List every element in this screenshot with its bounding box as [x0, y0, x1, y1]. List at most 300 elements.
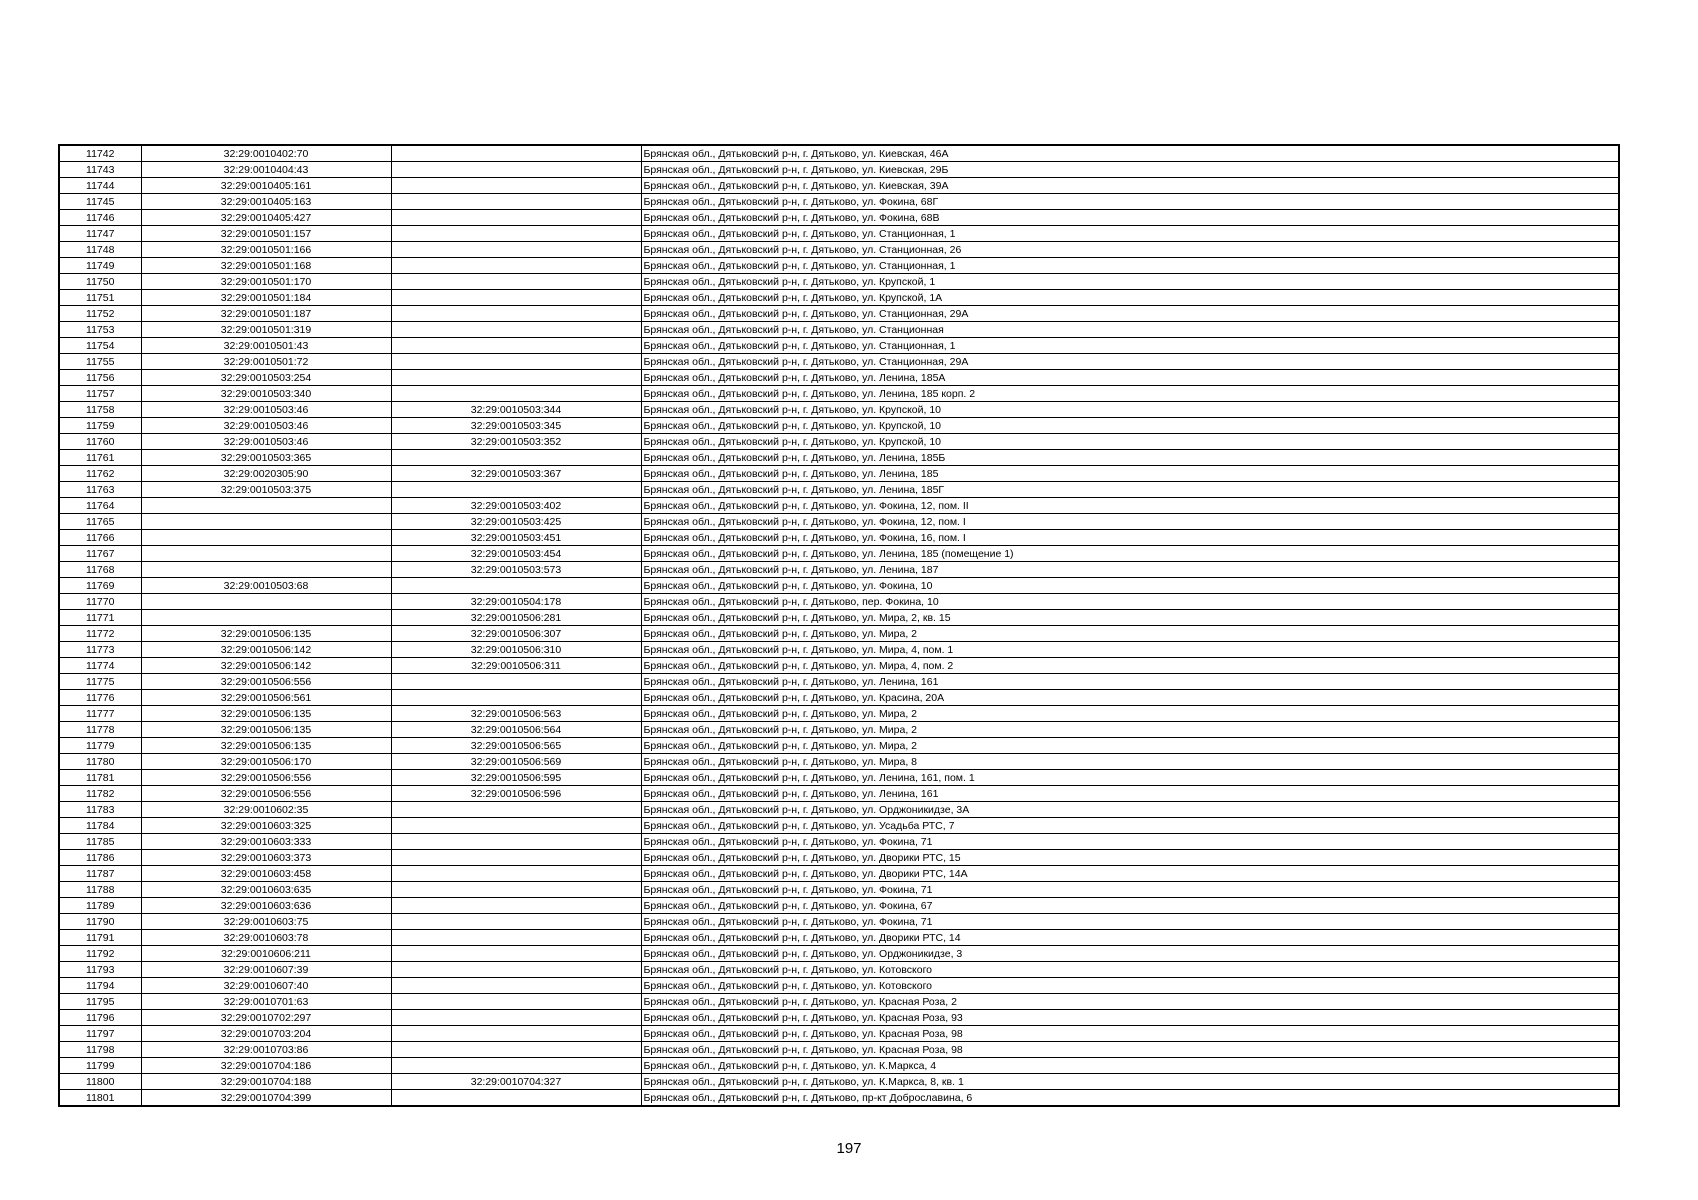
- related-cadastral-number-cell: [391, 1026, 641, 1042]
- address-cell: Брянская обл., Дятьковский р-н, г. Дятьково, ул. Орджоникидзе, 3: [641, 946, 1619, 962]
- table-row: [59, 882, 1619, 898]
- table-row: [59, 642, 1619, 658]
- cadastral-number-cell: 32:29:0010704:188: [141, 1074, 391, 1090]
- row-number-cell: 11767: [59, 546, 141, 562]
- address-cell: Брянская обл., Дятьковский р-н, г. Дятьково, ул. Мира, 2, кв. 15: [641, 610, 1619, 626]
- address-cell: Брянская обл., Дятьковский р-н, г. Дятьково, ул. Красина, 20А: [641, 690, 1619, 706]
- cadastral-number-cell: 32:29:0020305:90: [141, 466, 391, 482]
- table-row: [59, 1074, 1619, 1090]
- address-cell: Брянская обл., Дятьковский р-н, г. Дятьково, ул. Котовского: [641, 978, 1619, 994]
- related-cadastral-number-cell: [391, 1010, 641, 1026]
- table-row: [59, 578, 1619, 594]
- related-cadastral-number-cell: 32:29:0010506:565: [391, 738, 641, 754]
- table-row: [59, 770, 1619, 786]
- related-cadastral-number-cell: 32:29:0010506:595: [391, 770, 641, 786]
- row-number-cell: 11797: [59, 1026, 141, 1042]
- table-row: [59, 242, 1619, 258]
- table-row: [59, 402, 1619, 418]
- cadastral-number-cell: 32:29:0010503:68: [141, 578, 391, 594]
- row-number-cell: 11744: [59, 178, 141, 194]
- cadastral-number-cell: 32:29:0010603:373: [141, 850, 391, 866]
- table-row: [59, 450, 1619, 466]
- row-number-cell: 11798: [59, 1042, 141, 1058]
- cadastral-number-cell: 32:29:0010503:254: [141, 370, 391, 386]
- row-number-cell: 11757: [59, 386, 141, 402]
- address-cell: Брянская обл., Дятьковский р-н, г. Дятьково, ул. Станционная, 29А: [641, 306, 1619, 322]
- row-number-cell: 11789: [59, 898, 141, 914]
- address-cell: Брянская обл., Дятьковский р-н, г. Дятьково, ул. Киевская, 39А: [641, 178, 1619, 194]
- table-row: [59, 1058, 1619, 1074]
- row-number-cell: 11782: [59, 786, 141, 802]
- cadastral-number-cell: 32:29:0010603:333: [141, 834, 391, 850]
- cadastral-number-cell: 32:29:0010501:166: [141, 242, 391, 258]
- cadastral-number-cell: 32:29:0010603:458: [141, 866, 391, 882]
- row-number-cell: 11751: [59, 290, 141, 306]
- cadastral-number-cell: 32:29:0010503:365: [141, 450, 391, 466]
- cadastral-number-cell: 32:29:0010603:78: [141, 930, 391, 946]
- row-number-cell: 11790: [59, 914, 141, 930]
- related-cadastral-number-cell: 32:29:0010503:344: [391, 402, 641, 418]
- row-number-cell: 11773: [59, 642, 141, 658]
- address-cell: Брянская обл., Дятьковский р-н, г. Дятьково, ул. Мира, 4, пом. 2: [641, 658, 1619, 674]
- table-row: [59, 290, 1619, 306]
- related-cadastral-number-cell: 32:29:0010506:307: [391, 626, 641, 642]
- cadastral-number-cell: 32:29:0010603:636: [141, 898, 391, 914]
- table-row: [59, 162, 1619, 178]
- table-row: [59, 1026, 1619, 1042]
- related-cadastral-number-cell: [391, 145, 641, 162]
- cadastral-number-cell: 32:29:0010506:142: [141, 642, 391, 658]
- row-number-cell: 11756: [59, 370, 141, 386]
- cadastral-number-cell: 32:29:0010701:63: [141, 994, 391, 1010]
- related-cadastral-number-cell: [391, 306, 641, 322]
- row-number-cell: 11754: [59, 338, 141, 354]
- cadastral-number-cell: 32:29:0010405:427: [141, 210, 391, 226]
- cadastral-number-cell: 32:29:0010501:187: [141, 306, 391, 322]
- address-cell: Брянская обл., Дятьковский р-н, г. Дятьково, ул. Киевская, 46А: [641, 145, 1619, 162]
- cadastral-number-cell: 32:29:0010506:135: [141, 738, 391, 754]
- address-cell: Брянская обл., Дятьковский р-н, г. Дятьково, ул. Крупской, 10: [641, 402, 1619, 418]
- row-number-cell: 11777: [59, 706, 141, 722]
- table-row: [59, 722, 1619, 738]
- cadastral-number-cell: [141, 594, 391, 610]
- cadastral-number-cell: [141, 562, 391, 578]
- cadastral-number-cell: 32:29:0010404:43: [141, 162, 391, 178]
- cadastral-number-cell: 32:29:0010606:211: [141, 946, 391, 962]
- related-cadastral-number-cell: 32:29:0010503:402: [391, 498, 641, 514]
- table-row: [59, 610, 1619, 626]
- address-cell: Брянская обл., Дятьковский р-н, г. Дятьково, ул. Мира, 2: [641, 722, 1619, 738]
- row-number-cell: 11800: [59, 1074, 141, 1090]
- row-number-cell: 11743: [59, 162, 141, 178]
- address-cell: Брянская обл., Дятьковский р-н, г. Дятьково, ул. Фокина, 71: [641, 882, 1619, 898]
- table-row: [59, 226, 1619, 242]
- cadastral-number-cell: 32:29:0010602:35: [141, 802, 391, 818]
- table-row: [59, 738, 1619, 754]
- row-number-cell: 11772: [59, 626, 141, 642]
- cadastral-number-cell: 32:29:0010506:556: [141, 674, 391, 690]
- row-number-cell: 11796: [59, 1010, 141, 1026]
- row-number-cell: 11747: [59, 226, 141, 242]
- cadastral-number-cell: 32:29:0010501:319: [141, 322, 391, 338]
- cadastral-number-cell: 32:29:0010603:75: [141, 914, 391, 930]
- table-row: [59, 418, 1619, 434]
- row-number-cell: 11801: [59, 1090, 141, 1107]
- related-cadastral-number-cell: [391, 930, 641, 946]
- row-number-cell: 11766: [59, 530, 141, 546]
- row-number-cell: 11794: [59, 978, 141, 994]
- table-row: [59, 482, 1619, 498]
- table-row: [59, 914, 1619, 930]
- row-number-cell: 11748: [59, 242, 141, 258]
- related-cadastral-number-cell: [391, 802, 641, 818]
- table-row: [59, 994, 1619, 1010]
- cadastral-number-cell: 32:29:0010402:70: [141, 145, 391, 162]
- related-cadastral-number-cell: [391, 258, 641, 274]
- cadastral-number-cell: 32:29:0010506:135: [141, 626, 391, 642]
- related-cadastral-number-cell: [391, 866, 641, 882]
- row-number-cell: 11787: [59, 866, 141, 882]
- cadastral-number-cell: [141, 610, 391, 626]
- address-cell: Брянская обл., Дятьковский р-н, г. Дятьково, ул. Красная Роза, 93: [641, 1010, 1619, 1026]
- cadastral-number-cell: 32:29:0010603:325: [141, 818, 391, 834]
- table-row: [59, 370, 1619, 386]
- related-cadastral-number-cell: [391, 290, 641, 306]
- cadastral-number-cell: 32:29:0010607:40: [141, 978, 391, 994]
- related-cadastral-number-cell: 32:29:0010506:564: [391, 722, 641, 738]
- cadastral-number-cell: 32:29:0010501:184: [141, 290, 391, 306]
- related-cadastral-number-cell: 32:29:0010503:345: [391, 418, 641, 434]
- row-number-cell: 11776: [59, 690, 141, 706]
- row-number-cell: 11788: [59, 882, 141, 898]
- related-cadastral-number-cell: [391, 274, 641, 290]
- table-row: [59, 866, 1619, 882]
- cadastral-number-cell: 32:29:0010702:297: [141, 1010, 391, 1026]
- related-cadastral-number-cell: [391, 994, 641, 1010]
- row-number-cell: 11793: [59, 962, 141, 978]
- related-cadastral-number-cell: 32:29:0010504:178: [391, 594, 641, 610]
- table-row: [59, 962, 1619, 978]
- address-cell: Брянская обл., Дятьковский р-н, г. Дятьково, ул. Ленина, 161, пом. 1: [641, 770, 1619, 786]
- address-cell: Брянская обл., Дятьковский р-н, г. Дятьково, ул. Мира, 2: [641, 738, 1619, 754]
- cadastral-number-cell: 32:29:0010703:204: [141, 1026, 391, 1042]
- row-number-cell: 11786: [59, 850, 141, 866]
- related-cadastral-number-cell: [391, 690, 641, 706]
- table-row: [59, 930, 1619, 946]
- related-cadastral-number-cell: [391, 354, 641, 370]
- table-row: [59, 546, 1619, 562]
- table-body: [59, 145, 1619, 1106]
- table-row: [59, 338, 1619, 354]
- related-cadastral-number-cell: [391, 226, 641, 242]
- cadastral-number-cell: 32:29:0010405:161: [141, 178, 391, 194]
- cadastral-number-cell: 32:29:0010501:43: [141, 338, 391, 354]
- row-number-cell: 11775: [59, 674, 141, 690]
- cadastral-number-cell: 32:29:0010607:39: [141, 962, 391, 978]
- row-number-cell: 11755: [59, 354, 141, 370]
- page-number: 197: [836, 1140, 862, 1157]
- cadastral-number-cell: 32:29:0010405:163: [141, 194, 391, 210]
- table-row: [59, 658, 1619, 674]
- row-number-cell: 11774: [59, 658, 141, 674]
- address-cell: Брянская обл., Дятьковский р-н, г. Дятьково, ул. К.Маркса, 8, кв. 1: [641, 1074, 1619, 1090]
- table-row: [59, 978, 1619, 994]
- row-number-cell: 11765: [59, 514, 141, 530]
- address-cell: Брянская обл., Дятьковский р-н, г. Дятьково, ул. Станционная: [641, 322, 1619, 338]
- table-row: [59, 898, 1619, 914]
- row-number-cell: 11792: [59, 946, 141, 962]
- cadastral-number-cell: 32:29:0010506:142: [141, 658, 391, 674]
- related-cadastral-number-cell: 32:29:0010506:281: [391, 610, 641, 626]
- address-cell: Брянская обл., Дятьковский р-н, г. Дятьково, ул. Станционная, 1: [641, 338, 1619, 354]
- row-number-cell: 11784: [59, 818, 141, 834]
- address-cell: Брянская обл., Дятьковский р-н, г. Дятьково, ул. Ленина, 161: [641, 674, 1619, 690]
- related-cadastral-number-cell: [391, 914, 641, 930]
- cadastral-number-cell: [141, 514, 391, 530]
- address-cell: Брянская обл., Дятьковский р-н, г. Дятьково, ул. Фокина, 12, пом. I: [641, 514, 1619, 530]
- row-number-cell: 11742: [59, 145, 141, 162]
- address-cell: Брянская обл., Дятьковский р-н, г. Дятьково, ул. Ленина, 185Б: [641, 450, 1619, 466]
- cadastral-number-cell: [141, 546, 391, 562]
- row-number-cell: 11750: [59, 274, 141, 290]
- address-cell: Брянская обл., Дятьковский р-н, г. Дятьково, ул. Мира, 2: [641, 706, 1619, 722]
- table-row: [59, 258, 1619, 274]
- address-cell: Брянская обл., Дятьковский р-н, г. Дятьково, ул. Ленина, 185 (помещение 1): [641, 546, 1619, 562]
- related-cadastral-number-cell: [391, 882, 641, 898]
- row-number-cell: 11746: [59, 210, 141, 226]
- row-number-cell: 11760: [59, 434, 141, 450]
- address-cell: Брянская обл., Дятьковский р-н, г. Дятьково, ул. Мира, 4, пом. 1: [641, 642, 1619, 658]
- table-row: [59, 145, 1619, 162]
- related-cadastral-number-cell: 32:29:0010503:573: [391, 562, 641, 578]
- row-number-cell: 11764: [59, 498, 141, 514]
- cadastral-number-cell: 32:29:0010704:399: [141, 1090, 391, 1107]
- related-cadastral-number-cell: [391, 578, 641, 594]
- table-row: [59, 690, 1619, 706]
- table-row: [59, 210, 1619, 226]
- related-cadastral-number-cell: [391, 162, 641, 178]
- related-cadastral-number-cell: [391, 322, 641, 338]
- table-row: [59, 802, 1619, 818]
- related-cadastral-number-cell: [391, 242, 641, 258]
- data-table: [58, 144, 1620, 1107]
- table-row: [59, 466, 1619, 482]
- related-cadastral-number-cell: [391, 1090, 641, 1107]
- address-cell: Брянская обл., Дятьковский р-н, г. Дятьково, ул. Крупской, 1: [641, 274, 1619, 290]
- address-cell: Брянская обл., Дятьковский р-н, г. Дятьково, ул. Станционная, 26: [641, 242, 1619, 258]
- table-row: [59, 1010, 1619, 1026]
- address-cell: Брянская обл., Дятьковский р-н, г. Дятьково, ул. Фокина, 68В: [641, 210, 1619, 226]
- row-number-cell: 11779: [59, 738, 141, 754]
- table-row: [59, 850, 1619, 866]
- table-row: [59, 306, 1619, 322]
- row-number-cell: 11771: [59, 610, 141, 626]
- related-cadastral-number-cell: [391, 482, 641, 498]
- cadastral-number-cell: 32:29:0010503:46: [141, 402, 391, 418]
- table-row: [59, 786, 1619, 802]
- table-row: [59, 594, 1619, 610]
- related-cadastral-number-cell: [391, 338, 641, 354]
- table-row: [59, 386, 1619, 402]
- related-cadastral-number-cell: [391, 1042, 641, 1058]
- cadastral-number-cell: [141, 530, 391, 546]
- cadastral-number-cell: 32:29:0010501:170: [141, 274, 391, 290]
- cadastral-number-cell: 32:29:0010503:375: [141, 482, 391, 498]
- related-cadastral-number-cell: [391, 386, 641, 402]
- table-row: [59, 818, 1619, 834]
- cadastral-number-cell: 32:29:0010501:72: [141, 354, 391, 370]
- table-row: [59, 626, 1619, 642]
- related-cadastral-number-cell: 32:29:0010506:563: [391, 706, 641, 722]
- related-cadastral-number-cell: 32:29:0010704:327: [391, 1074, 641, 1090]
- table-row: [59, 946, 1619, 962]
- related-cadastral-number-cell: [391, 210, 641, 226]
- row-number-cell: 11762: [59, 466, 141, 482]
- related-cadastral-number-cell: [391, 674, 641, 690]
- related-cadastral-number-cell: 32:29:0010503:352: [391, 434, 641, 450]
- address-cell: Брянская обл., Дятьковский р-н, г. Дятьково, ул. Ленина, 185: [641, 466, 1619, 482]
- related-cadastral-number-cell: [391, 898, 641, 914]
- address-cell: Брянская обл., Дятьковский р-н, г. Дятьково, ул. Фокина, 10: [641, 578, 1619, 594]
- address-cell: Брянская обл., Дятьковский р-н, г. Дятьково, ул. Дворики РТС, 14: [641, 930, 1619, 946]
- cadastral-number-cell: 32:29:0010506:561: [141, 690, 391, 706]
- related-cadastral-number-cell: [391, 178, 641, 194]
- table-row: [59, 354, 1619, 370]
- cadastral-number-cell: 32:29:0010506:556: [141, 786, 391, 802]
- row-number-cell: 11763: [59, 482, 141, 498]
- table-row: [59, 706, 1619, 722]
- table-row: [59, 1042, 1619, 1058]
- address-cell: Брянская обл., Дятьковский р-н, г. Дятьково, ул. Ленина, 185А: [641, 370, 1619, 386]
- cadastral-number-cell: [141, 498, 391, 514]
- address-cell: Брянская обл., Дятьковский р-н, г. Дятьково, ул. Крупской, 10: [641, 434, 1619, 450]
- address-cell: Брянская обл., Дятьковский р-н, г. Дятьково, ул. Фокина, 71: [641, 834, 1619, 850]
- address-cell: Брянская обл., Дятьковский р-н, г. Дятьково, ул. Станционная, 1: [641, 226, 1619, 242]
- address-cell: Брянская обл., Дятьковский р-н, г. Дятьково, ул. Мира, 8: [641, 754, 1619, 770]
- address-cell: Брянская обл., Дятьковский р-н, г. Дятьково, ул. Фокина, 71: [641, 914, 1619, 930]
- row-number-cell: 11769: [59, 578, 141, 594]
- row-number-cell: 11770: [59, 594, 141, 610]
- related-cadastral-number-cell: [391, 818, 641, 834]
- related-cadastral-number-cell: [391, 834, 641, 850]
- address-cell: Брянская обл., Дятьковский р-н, г. Дятьково, ул. Крупской, 1А: [641, 290, 1619, 306]
- row-number-cell: 11749: [59, 258, 141, 274]
- table-row: [59, 562, 1619, 578]
- related-cadastral-number-cell: [391, 450, 641, 466]
- address-cell: Брянская обл., Дятьковский р-н, г. Дятьково, ул. Станционная, 1: [641, 258, 1619, 274]
- table-row: [59, 834, 1619, 850]
- related-cadastral-number-cell: 32:29:0010506:311: [391, 658, 641, 674]
- row-number-cell: 11778: [59, 722, 141, 738]
- table-row: [59, 194, 1619, 210]
- related-cadastral-number-cell: 32:29:0010503:451: [391, 530, 641, 546]
- row-number-cell: 11785: [59, 834, 141, 850]
- related-cadastral-number-cell: [391, 194, 641, 210]
- cadastral-number-cell: 32:29:0010506:135: [141, 706, 391, 722]
- address-cell: Брянская обл., Дятьковский р-н, г. Дятьково, ул. Киевская, 29Б: [641, 162, 1619, 178]
- address-cell: Брянская обл., Дятьковский р-н, г. Дятьково, ул. Фокина, 12, пом. II: [641, 498, 1619, 514]
- address-cell: Брянская обл., Дятьковский р-н, г. Дятьково, ул. Красная Роза, 2: [641, 994, 1619, 1010]
- related-cadastral-number-cell: 32:29:0010503:367: [391, 466, 641, 482]
- row-number-cell: 11791: [59, 930, 141, 946]
- address-cell: Брянская обл., Дятьковский р-н, г. Дятьково, ул. Фокина, 16, пом. I: [641, 530, 1619, 546]
- address-cell: Брянская обл., Дятьковский р-н, г. Дятьково, ул. Красная Роза, 98: [641, 1026, 1619, 1042]
- cadastral-number-cell: 32:29:0010703:86: [141, 1042, 391, 1058]
- row-number-cell: 11759: [59, 418, 141, 434]
- row-number-cell: 11745: [59, 194, 141, 210]
- address-cell: Брянская обл., Дятьковский р-н, г. Дятьково, пр-кт Доброславина, 6: [641, 1090, 1619, 1107]
- related-cadastral-number-cell: 32:29:0010506:310: [391, 642, 641, 658]
- table-row: [59, 514, 1619, 530]
- cadastral-number-cell: 32:29:0010503:46: [141, 418, 391, 434]
- related-cadastral-number-cell: 32:29:0010503:425: [391, 514, 641, 530]
- address-cell: Брянская обл., Дятьковский р-н, г. Дятьково, ул. Ленина, 185 корп. 2: [641, 386, 1619, 402]
- row-number-cell: 11783: [59, 802, 141, 818]
- address-cell: Брянская обл., Дятьковский р-н, г. Дятьково, ул. Мира, 2: [641, 626, 1619, 642]
- related-cadastral-number-cell: [391, 978, 641, 994]
- row-number-cell: 11753: [59, 322, 141, 338]
- address-cell: Брянская обл., Дятьковский р-н, г. Дятьково, ул. Дворики РТС, 14А: [641, 866, 1619, 882]
- address-cell: Брянская обл., Дятьковский р-н, г. Дятьково, ул. Крупской, 10: [641, 418, 1619, 434]
- row-number-cell: 11781: [59, 770, 141, 786]
- address-cell: Брянская обл., Дятьковский р-н, г. Дятьково, ул. Ленина, 161: [641, 786, 1619, 802]
- table-row: [59, 530, 1619, 546]
- table-row: [59, 754, 1619, 770]
- address-cell: Брянская обл., Дятьковский р-н, г. Дятьково, ул. К.Маркса, 4: [641, 1058, 1619, 1074]
- address-cell: Брянская обл., Дятьковский р-н, г. Дятьково, ул. Фокина, 67: [641, 898, 1619, 914]
- cadastral-number-cell: 32:29:0010503:46: [141, 434, 391, 450]
- table-row: [59, 674, 1619, 690]
- related-cadastral-number-cell: [391, 850, 641, 866]
- cadastral-number-cell: 32:29:0010506:556: [141, 770, 391, 786]
- table-row: [59, 178, 1619, 194]
- address-cell: Брянская обл., Дятьковский р-н, г. Дятьково, пер. Фокина, 10: [641, 594, 1619, 610]
- row-number-cell: 11768: [59, 562, 141, 578]
- related-cadastral-number-cell: 32:29:0010503:454: [391, 546, 641, 562]
- address-cell: Брянская обл., Дятьковский р-н, г. Дятьково, ул. Ленина, 185Г: [641, 482, 1619, 498]
- cadastral-number-cell: 32:29:0010506:135: [141, 722, 391, 738]
- related-cadastral-number-cell: [391, 946, 641, 962]
- address-cell: Брянская обл., Дятьковский р-н, г. Дятьково, ул. Усадьба РТС, 7: [641, 818, 1619, 834]
- table-row: [59, 434, 1619, 450]
- address-cell: Брянская обл., Дятьковский р-н, г. Дятьково, ул. Ленина, 187: [641, 562, 1619, 578]
- table-row: [59, 322, 1619, 338]
- cadastral-number-cell: 32:29:0010506:170: [141, 754, 391, 770]
- related-cadastral-number-cell: [391, 1058, 641, 1074]
- cadastral-number-cell: 32:29:0010501:157: [141, 226, 391, 242]
- row-number-cell: 11761: [59, 450, 141, 466]
- related-cadastral-number-cell: [391, 962, 641, 978]
- address-cell: Брянская обл., Дятьковский р-н, г. Дятьково, ул. Станционная, 29А: [641, 354, 1619, 370]
- cadastral-number-cell: 32:29:0010503:340: [141, 386, 391, 402]
- address-cell: Брянская обл., Дятьковский р-н, г. Дятьково, ул. Дворики РТС, 15: [641, 850, 1619, 866]
- related-cadastral-number-cell: [391, 370, 641, 386]
- row-number-cell: 11795: [59, 994, 141, 1010]
- table-row: [59, 274, 1619, 290]
- address-cell: Брянская обл., Дятьковский р-н, г. Дятьково, ул. Красная Роза, 98: [641, 1042, 1619, 1058]
- table-row: [59, 498, 1619, 514]
- cadastral-number-cell: 32:29:0010704:186: [141, 1058, 391, 1074]
- row-number-cell: 11780: [59, 754, 141, 770]
- related-cadastral-number-cell: 32:29:0010506:569: [391, 754, 641, 770]
- cadastral-number-cell: 32:29:0010603:635: [141, 882, 391, 898]
- table-row: [59, 1090, 1619, 1107]
- row-number-cell: 11752: [59, 306, 141, 322]
- address-cell: Брянская обл., Дятьковский р-н, г. Дятьково, ул. Котовского: [641, 962, 1619, 978]
- row-number-cell: 11758: [59, 402, 141, 418]
- address-cell: Брянская обл., Дятьковский р-н, г. Дятьково, ул. Фокина, 68Г: [641, 194, 1619, 210]
- related-cadastral-number-cell: 32:29:0010506:596: [391, 786, 641, 802]
